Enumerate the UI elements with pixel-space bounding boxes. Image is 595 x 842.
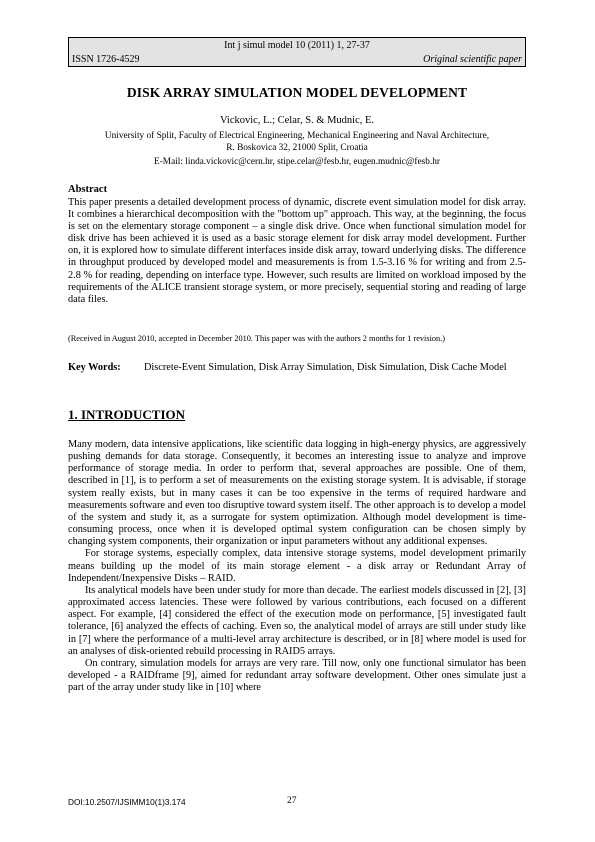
body-paragraph: Many modern, data intensive applications, like scientific data logging in high-energy physics, are aggressively pushing demands for data storage. Consequently, it becomes an interesting issue to analyze and improve performance of storage media. In order to perform that, several approaches are possible. One of them, described in [1], is to perform a set of measurements on the existing storage system. It is advisable, if storage system really exists, but in many cases it can be too expensive in the terms of required hardware and measurements software and even too disruptive toward system itself. The other approach is to develop a model of the system and study it, as a surrogate for system optimization. Although model development is time-consuming process, once when it is developed optimal system configuration can be chosen simply by changing system components, their organization or input parameters without any additional expenses. — [68, 439, 526, 548]
affiliation-line-2: R. Boskovica 32, 21000 Split, Croatia — [226, 142, 368, 153]
footer-doi: DOI:10.2507/IJSIMM10(1)3.174 — [68, 797, 186, 807]
issn: ISSN 1726-4529 — [72, 54, 140, 65]
affiliation — [68, 131, 526, 154]
journal-citation: Int j simul model 10 (2011) 1, 27-37 — [224, 40, 370, 51]
body-paragraph: Its analytical models have been under study for more than decade. The earliest models discussed in [2], [3] approximated access latencies. These were followed by various contributions, each focused on a different aspect. For example, [4] considered the effect of the execution mode on performance, [5] investigated fault tolerance, [6] analyzed the effects of caching. Even so, the analytical model of arrays are still under study like in [7] where the performance of a multi-level array architecture is described, or in [8] where model is used for an analyses of disk-oriented rebuild processing in RAID5 arrays. — [68, 584, 526, 657]
author-emails: E-Mail: linda.vickovic@cern.hr, stipe.celar@fesb.hr, eugen.mudnic@fesb.hr — [154, 157, 440, 167]
paper-title: DISK ARRAY SIMULATION MODEL DEVELOPMENT — [126, 85, 468, 100]
introduction-body — [68, 439, 526, 694]
keywords-label: Key Words: — [68, 362, 121, 373]
page-number: 27 — [287, 796, 297, 806]
paper-type: Original scientific paper — [423, 54, 522, 65]
section-heading-introduction: 1. INTRODUCTION — [68, 407, 186, 422]
affiliation-line-1: University of Split, Faculty of Electrical Engineering, Mechanical Engineering and Naval Architecture, — [104, 131, 490, 141]
authors: Vickovic, L.; Celar, S. & Mudnic, E. — [219, 115, 375, 126]
abstract-heading: Abstract — [68, 184, 108, 195]
body-paragraph: For storage systems, especially complex, data intensive storage systems, model development primarily means building up the model of its main storage element - a disk array or Redundant Array of Independent/Inexpensive Disks – RAID. — [68, 548, 526, 584]
body-paragraph: On contrary, simulation models for arrays are very rare. Till now, only one functional simulator has been developed - a RAIDframe [9], aimed for redundant array software development. Other ones simulate just a part of the array under study like in [10] where — [68, 657, 526, 694]
received-note: (Received in August 2010, accepted in December 2010. This paper was with the authors 2 months for 1 revision.) — [68, 334, 446, 343]
keywords-text: Discrete-Event Simulation, Disk Array Simulation, Disk Simulation, Disk Cache Model — [144, 362, 507, 373]
journal-header-box — [68, 37, 526, 67]
abstract-text: This paper presents a detailed development process of dynamic, discrete event simulation model for disk array. It combines a hierarchical decomposition with the "bottom up" approach. This way, at the beginning, the focus is set on the elementary storage component – a single disk drive. Once when functional simulation model for disk drive has been achieved it is used as a basic storage element for disk array model development. Further on, it is explored how to simulate different interfaces inside disk array, toward underlying disks. The difference in throughput produced by developed model and measurements is from 1.5-3.16 % for writing and from 2.5-2.8 % for reading, depending on interface type. However, such results are limited on workload imposed by the requirements of the ALICE transient storage system, or more precisely, sequential storing and reading of large data files. — [68, 197, 526, 305]
